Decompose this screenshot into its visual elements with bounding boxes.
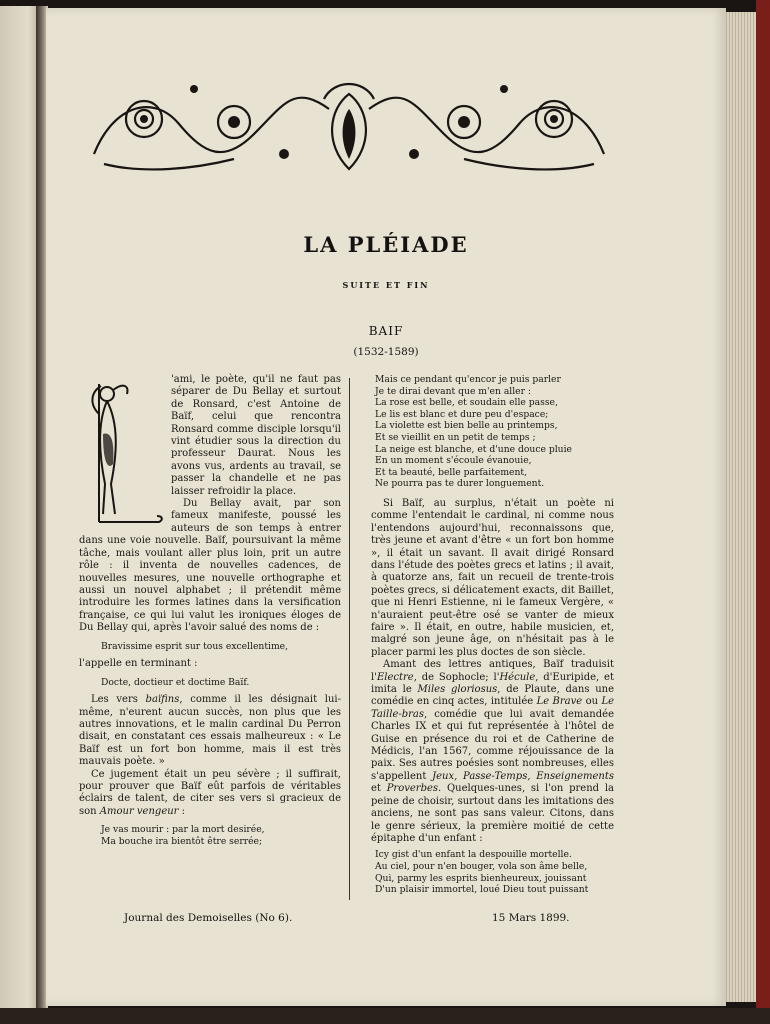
paragraph: l'appelle en terminant : <box>79 658 198 670</box>
italic-text: Amour vengeur <box>99 805 179 817</box>
drop-cap-lead: 'ami, <box>171 374 196 385</box>
text-run: Amant des lettres antiques, Baïf traduisit l' <box>371 659 614 683</box>
left-page-edge <box>0 6 40 1008</box>
italic-text: baïfins <box>145 694 180 706</box>
verse-line: Icy gist d'un enfant la despouille mortelle. <box>375 849 572 861</box>
text-run: , de Plaute, dans une comédie en cinq actes, intitulée <box>371 684 615 708</box>
paragraph: Du Bellay avait, par son fameux manifeste, poussé les auteurs de son temps à entrer dans une voie nouvelle. Baïf, poursuivant la même tâche, mais voulant aller plus loin, prit un autre rôle : il inventa de nouvelles cadences, de nouvelles mesures, une nouvelle orthographe et aussi un nouvel alphabet ; il prétendit même introduire les formes latines dans la versification française, ce qui lui valut les ironiques éloges de Du Bellay qui, après l'avoir salué des noms de : <box>79 498 341 634</box>
book-cover-edge <box>756 0 770 1024</box>
paragraph: le poète, qu'il ne faut pas séparer de Du Bellay et surtout de Ronsard, c'est Antoine de Baïf, celui que rencontra Ronsard comme disciple lorsqu'il vint étudier sous la direction du professeur Daurat. Nous les avons vus, ardents au travail, se passer la chandelle et ne pas laisser refroidir la place. <box>171 374 341 497</box>
verse-line: Ne pourra pas te durer longuement. <box>375 478 545 490</box>
text-run: , de Sophocle; l' <box>413 671 500 683</box>
text-run: Quelques-unes, si l'on prend la peine de choisir, surtout dans les imitations des anciens, ne sont pas sans valeur. Citons, dans le genre sérieux, la première moitié de cette épitaphe d'un enfant : <box>371 783 614 844</box>
verse-line: En un moment s'écoule évanouie, <box>375 455 532 467</box>
text-run: , comme il les désignait lui-même, n'eurent aucun succès, non plus que les autres innovations, et le malin cardinal Du Perron disait, en constatant ces essais malheureux : « Le Baïf est un fort bon homme, mais il est très mauvais poète. » <box>79 694 341 768</box>
page-title: LA PLÉIADE <box>303 232 469 257</box>
text-run: ou <box>585 696 599 708</box>
right-column <box>371 374 614 904</box>
text-run: , d'Euripide, et imita le <box>371 671 614 696</box>
footer-date: 15 Mars 1899. <box>492 912 570 924</box>
verse-line: Docte, doctieur et doctime Baïf. <box>101 676 250 688</box>
book-page <box>46 8 726 1006</box>
section-heading: BAIF <box>368 324 404 338</box>
verse-line: Je te dirai devant que m'en aller : <box>375 385 532 397</box>
verse-line: D'un plaisir immortel, loué Dieu tout puissant <box>375 884 589 896</box>
text-run: , comédie que lui avait demandée Charles IX et qui fut représentée à l'hôtel de Guise en présence du roi et de Catherine de Médicis, l'an 1567, comme réjouissance de la paix. Ses autres poésies sont nombreuses, elles s'appellent <box>371 708 614 782</box>
italic-text: Electre <box>376 671 414 683</box>
text-run: et <box>371 783 381 795</box>
page-subtitle: SUITE ET FIN <box>342 280 430 290</box>
italic-text: Miles gloriosus <box>417 684 498 696</box>
text-run: Ce jugement était un peu sévère ; il suffirait, pour prouver que Baïf eût parfois de véritables éclairs de talent, de citer ses vers si gracieux de son <box>79 768 341 817</box>
verse-line: La rose est belle, et soudain elle passe, <box>375 397 558 409</box>
drop-cap-figure-illustration <box>69 374 165 530</box>
verse-line: Et ta beauté, belle parfaitement, <box>375 466 528 478</box>
paragraph: Si Baïf, au surplus, n'était un poète ni comme l'entendait le cardinal, ni comme nous l'entendons aujourd'hui, reconnaissons que, très jeune et avant d'être « un fort bon homme », il était un savant. Il avait dirigé Ronsard dans l'étude des poètes grecs et latins ; il avait, à quatorze ans, fait un recueil de trente-trois poètes grecs, si délicatement exacts, dit Baillet, que ni Henri Estienne, ni le fameux Vergère, « n'auraient peut-être osé se vanter de mieux faire ». Il était, en outre, habile musicien, et, malgré son jeune âge, on n'hésitait pas à le placer parmi les plus doctes de son siècle. <box>371 497 614 658</box>
italic-text: Hécule <box>499 671 536 683</box>
italic-text: Le Brave <box>536 696 583 708</box>
verse-line: Bravissime esprit sur tous excellentime, <box>101 640 289 652</box>
floral-ornament-banner <box>84 64 614 180</box>
left-column <box>79 374 341 853</box>
italic-text: Le Taille-bras <box>371 696 614 720</box>
bottom-shadow <box>0 1008 770 1024</box>
column-divider <box>349 378 350 900</box>
section-dates: (1532-1589) <box>353 346 419 358</box>
verse-line: Je vas mourir : par la mort desirée, <box>101 824 265 836</box>
verse-line: La neige est blanche, et d'une douce pluie <box>375 443 572 455</box>
footer-journal: Journal des Demoiselles (No 6). <box>124 912 293 924</box>
verse-line: Et se vieillit en un petit de temps ; <box>375 431 536 443</box>
verse-line: Ma bouche ira bientôt être serrée; <box>101 835 263 847</box>
verse-line: Qui, parmy les esprits bienheureux, jouissant <box>375 872 587 884</box>
verse-line: Au ciel, pour n'en bouger, vola son âme belle, <box>375 860 588 872</box>
verse-line: La violette est bien belle au printemps, <box>375 420 558 432</box>
verse-line: Le lis est blanc et dure peu d'espace; <box>375 408 549 420</box>
text-run: : <box>178 805 186 817</box>
italic-text: Proverbes. <box>386 783 442 795</box>
text-run: Les vers <box>91 694 138 706</box>
italic-text: Jeux, Passe-Temps, Enseignements <box>432 770 614 782</box>
verse-line: Mais ce pendant qu'encor je puis parler <box>375 374 561 385</box>
